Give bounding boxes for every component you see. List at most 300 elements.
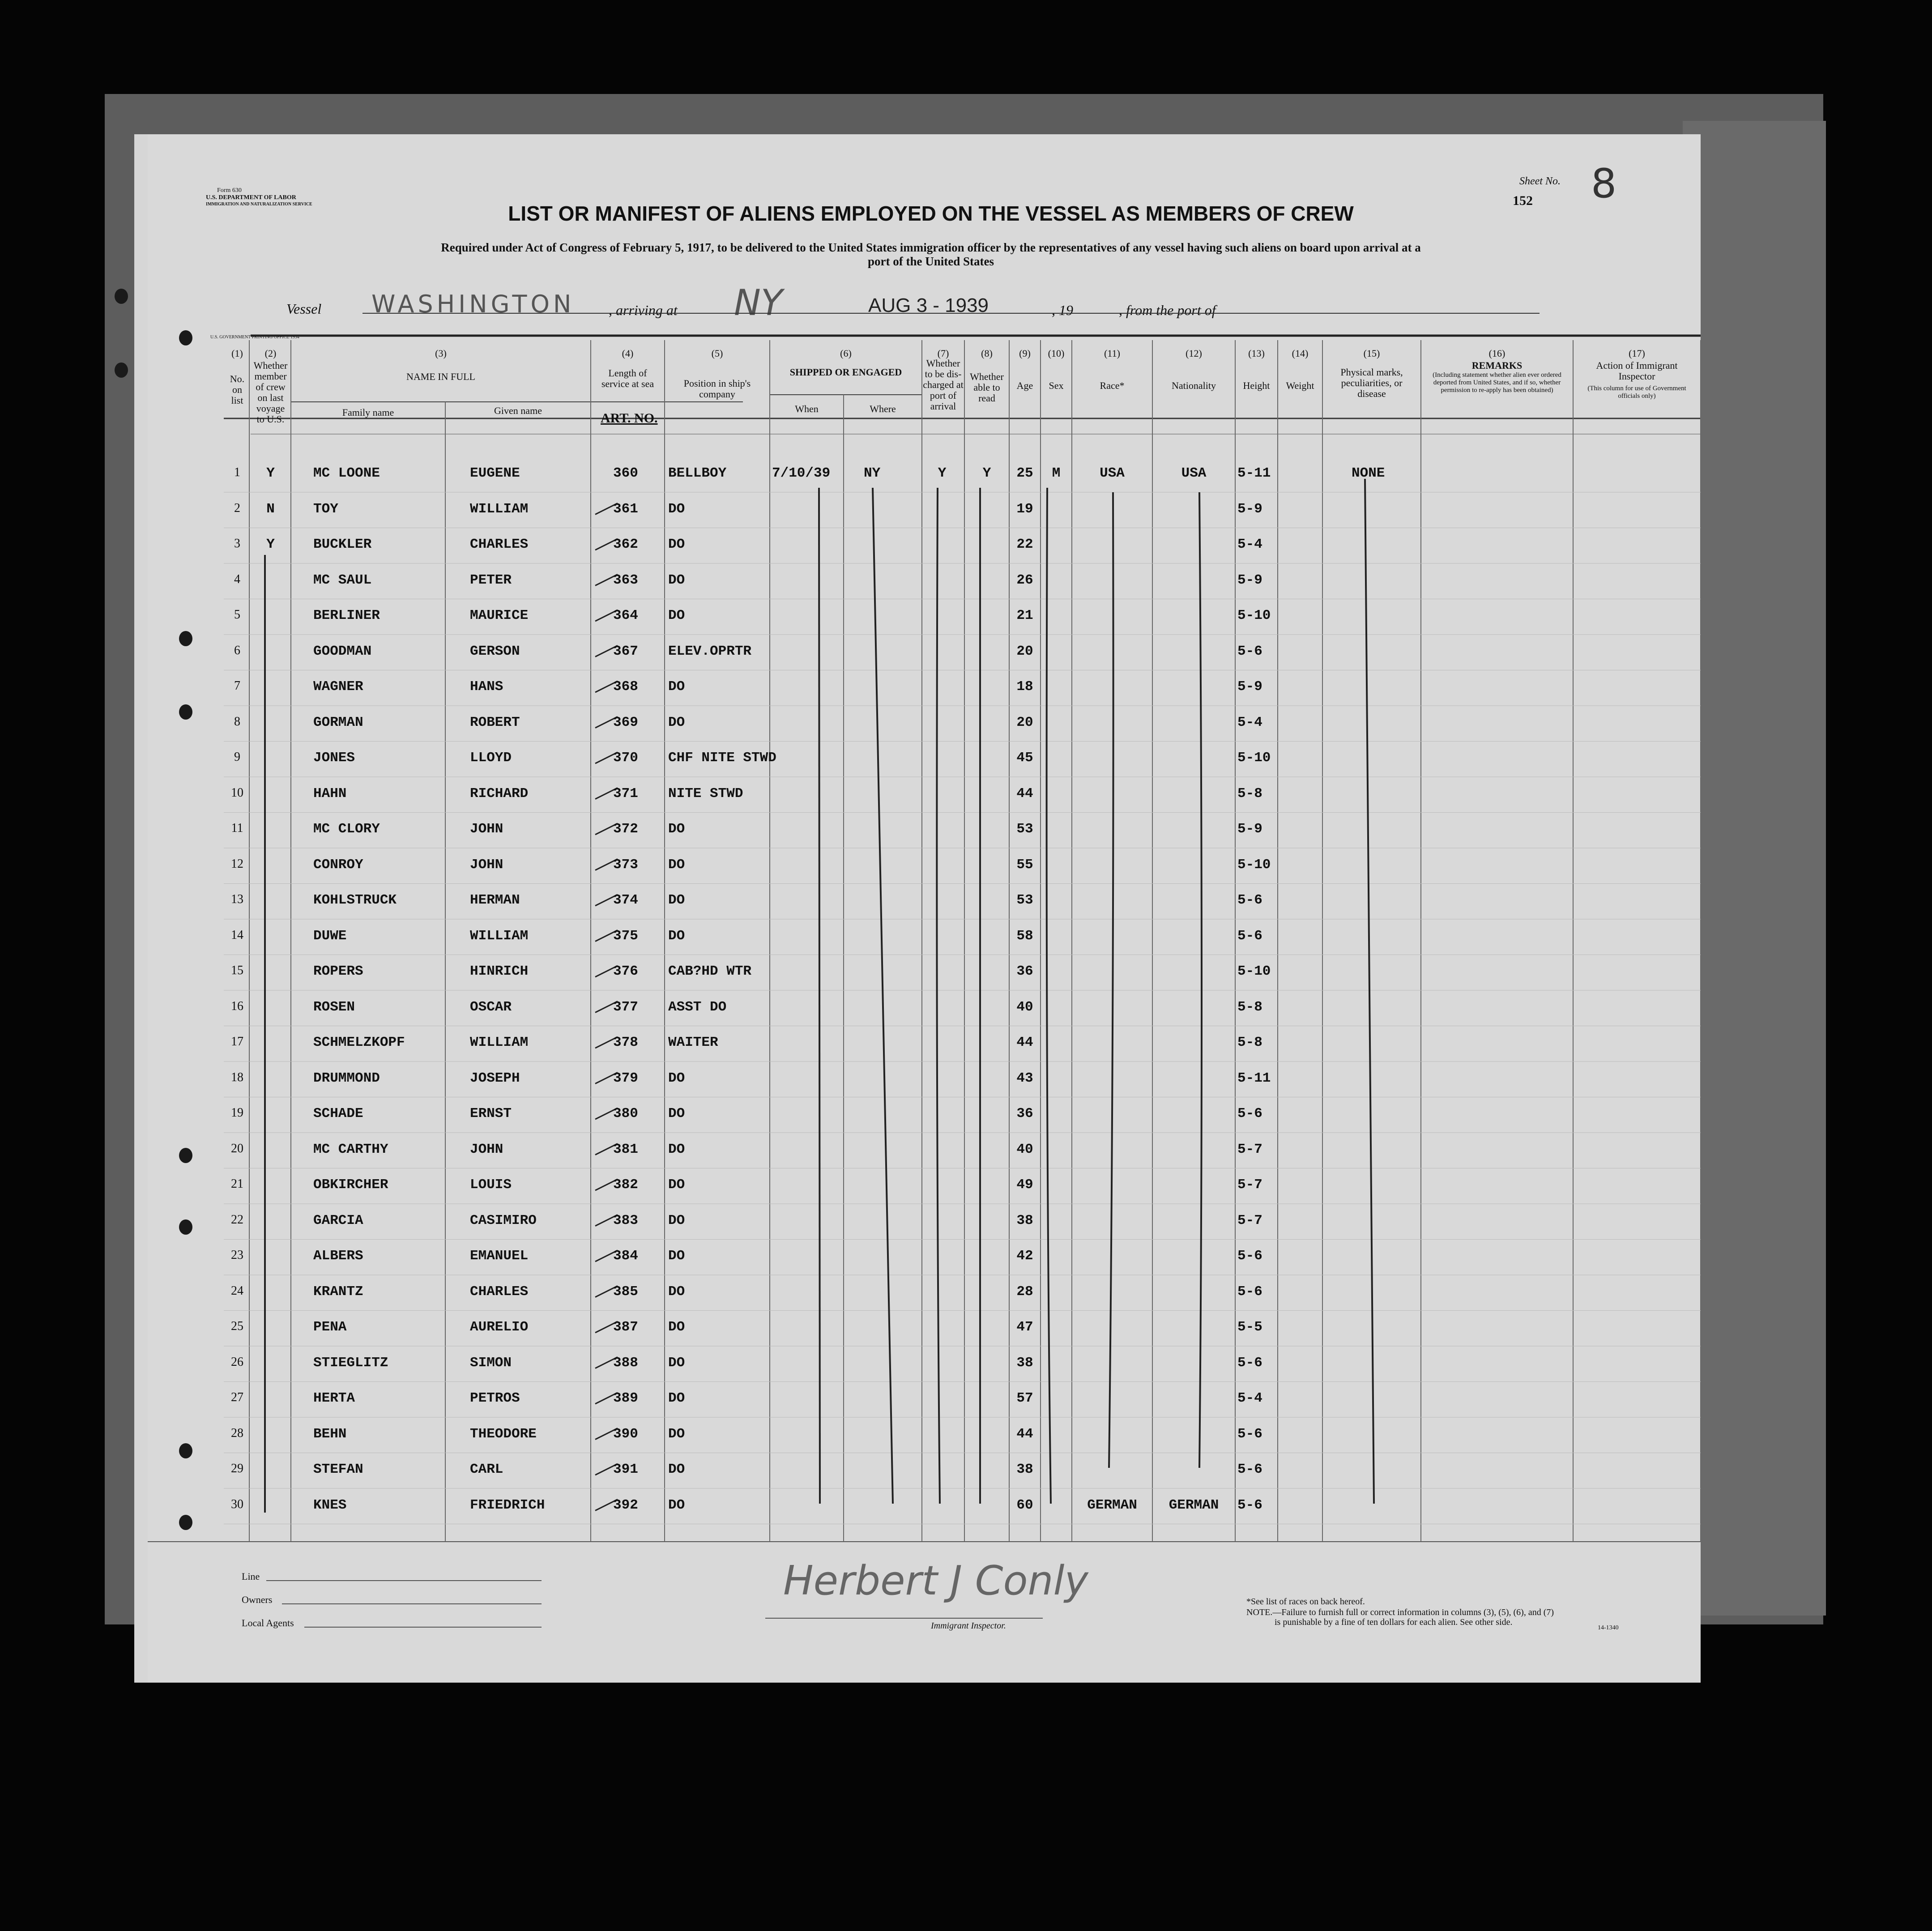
age: 45 [1016,750,1033,766]
given-name: WILLIAM [470,928,529,944]
able-to-read: Y [982,465,991,481]
row-number: 10 [231,785,243,800]
art-number: 382 [613,1177,638,1193]
position: ELEV.OPRTR [668,643,752,659]
arriving-label: , arriving at [609,302,678,318]
height: 5-6 [1237,643,1262,659]
age: 58 [1016,928,1033,944]
vessel-label: Vessel [286,301,322,317]
given-name: PETROS [470,1390,520,1406]
art-number: 390 [613,1426,638,1442]
from-label: , from the port of [1119,302,1216,318]
sex: M [1052,465,1061,481]
row-number: 2 [234,501,240,515]
position: ASST DO [668,999,727,1015]
col-num-13: (13) [1248,348,1265,359]
age: 44 [1016,1426,1033,1442]
art-number: 392 [613,1497,638,1513]
inspector-label: Immigrant Inspector. [931,1621,1006,1631]
department: U.S. DEPARTMENT OF LABOR [206,194,296,201]
col-header-nationality: Nationality [1172,380,1216,391]
position: DO [668,537,685,552]
position: DO [668,1106,685,1121]
service: IMMIGRATION AND NATURALIZATION SERVICE [206,202,312,207]
given-name: CHARLES [470,1283,529,1300]
age: 18 [1016,679,1033,695]
note-line2: is punishable by a fine of ten dollars for each alien. See other side. [1275,1617,1513,1627]
family-name: BERLINER [313,608,380,623]
height: 5-9 [1237,572,1262,588]
given-name: ROBERT [470,714,520,730]
binder-hole [115,362,128,378]
family-name: BUCKLER [313,537,372,552]
given-name: CARL [470,1462,503,1477]
arriving-port: NY [734,282,783,324]
binder-hole [179,631,192,646]
height: 5-4 [1237,1390,1262,1406]
position: DO [668,1141,685,1157]
row-number: 1 [234,465,240,479]
height: 5-9 [1237,679,1262,695]
age: 22 [1016,537,1033,552]
binder-hole [179,1443,192,1458]
given-name: RICHARD [470,785,529,801]
col-num-4: (4) [622,348,634,359]
family-name: MC CARTHY [313,1141,388,1157]
art-number: 368 [613,679,638,695]
art-number: 369 [613,714,638,730]
row-number: 13 [231,892,243,906]
col-header-where: Where [870,403,896,414]
shipped-where: NY [864,465,881,481]
col-header-position: Position in ship's company [683,378,751,400]
art-number: 373 [613,857,638,873]
height: 5-5 [1237,1319,1262,1335]
col-num-9: (9) [1019,348,1031,359]
subtitle-line2: port of the United States [868,255,994,268]
row-number: 14 [231,928,243,942]
family-name: HAHN [313,785,347,801]
family-name: ROSEN [313,999,355,1015]
given-name: GERSON [470,643,520,659]
given-name: CHARLES [470,537,529,552]
age: 38 [1016,1462,1033,1477]
position: WAITER [668,1035,718,1050]
height: 5-11 [1237,465,1271,481]
position: DO [668,1426,685,1442]
family-name: CONROY [313,857,363,873]
stamp-number: 152 [1513,193,1533,208]
given-name: PETER [470,572,512,588]
row-number: 4 [234,572,240,586]
col-header-name-in-full: NAME IN FULL [406,371,475,382]
age: 21 [1016,608,1033,623]
family-name: JONES [313,750,355,766]
art-number: 384 [613,1248,638,1264]
height: 5-6 [1237,1355,1262,1371]
height: 5-8 [1237,999,1262,1015]
binder-hole [179,1148,192,1163]
given-name: JOHN [470,821,503,837]
position: DO [668,1248,685,1264]
nationality: USA [1181,465,1207,481]
height: 5-4 [1237,714,1262,730]
position: DO [668,679,685,695]
given-name: ERNST [470,1106,512,1121]
given-name: THEODORE [470,1426,537,1442]
col-header-remarks: REMARKS [1471,360,1523,371]
height: 5-11 [1237,1070,1271,1086]
race: GERMAN [1087,1497,1137,1513]
height: 5-7 [1237,1177,1262,1193]
col-num-1: (1) [231,348,243,359]
family-name: GARCIA [313,1212,363,1228]
family-name: STEFAN [313,1462,363,1477]
col-num-16: (16) [1488,348,1506,359]
age: 43 [1016,1070,1033,1086]
height: 5-9 [1237,821,1262,837]
col-header-able-to-read: Whether able to read [970,371,1004,404]
age: 38 [1016,1355,1033,1371]
position: DO [668,1070,685,1086]
binder-hole [115,289,128,304]
given-name: LOUIS [470,1177,512,1193]
binder-hole [179,1515,192,1530]
col-num-8: (8) [981,348,993,359]
note-line1: NOTE.—Failure to furnish full or correct information in columns (3), (5), (6), and (7) [1246,1607,1554,1617]
age: 53 [1016,821,1033,837]
col-header-when: When [795,403,819,414]
position: NITE STWD [668,785,743,801]
col-header-family-name: Family name [342,407,394,418]
height: 5-8 [1237,785,1262,801]
agents-label: Local Agents [242,1617,294,1628]
backing-board-edge [1683,121,1826,1616]
age: 57 [1016,1390,1033,1406]
art-number: 383 [613,1212,638,1228]
age: 19 [1016,501,1033,517]
height: 5-6 [1237,1283,1262,1300]
col-num-17: (17) [1629,348,1645,359]
given-name: JOSEPH [470,1070,520,1086]
art-number: 367 [613,643,638,659]
row-number: 22 [231,1212,243,1227]
given-name: SIMON [470,1355,512,1371]
given-name: FRIEDRICH [470,1497,545,1513]
family-name: STIEGLITZ [313,1355,388,1371]
family-name: DUWE [313,928,347,944]
col-num-2: (2) [264,348,277,359]
given-name: HERMAN [470,892,520,908]
given-name: MAURICE [470,608,529,623]
family-name: WAGNER [313,679,363,695]
row-number: 15 [231,963,243,977]
given-name: WILLIAM [470,1035,529,1050]
art-number: 378 [613,1035,638,1050]
col-num-12: (12) [1186,348,1202,359]
given-name: HANS [470,679,503,695]
family-name: ALBERS [313,1248,363,1264]
binder-hole [179,1219,192,1235]
position: DO [668,1355,685,1371]
owners-label: Owners [242,1594,273,1605]
col-num-7: (7) [937,348,949,359]
position: DO [668,857,685,873]
age: 44 [1016,785,1033,801]
printing-office: U.S. GOVERNMENT PRINTING OFFICE 1934 [210,335,299,340]
physical-marks: NONE [1352,465,1385,481]
row-number: 28 [231,1426,243,1440]
given-name: LLOYD [470,750,512,766]
col-header-crew-last-voyage: Whether member of crew on last voyage to U.S. [253,360,288,425]
col-header-remarks-note: (Including statement whether alien ever ordered deported from United States, and if so, whether permission to re-apply has been obtained) [1433,371,1561,394]
row-number: 25 [231,1319,243,1333]
height: 5-10 [1237,750,1271,766]
races-note: *See list of races on back hereof. [1246,1597,1365,1607]
col-header-shipped-engaged: SHIPPED OR ENGAGED [789,367,902,378]
position: DO [668,1177,685,1193]
row-number: 9 [234,750,240,764]
art-number: 388 [613,1355,638,1371]
row-number: 3 [234,537,240,550]
col-num-5: (5) [711,348,723,359]
family-name: BEHN [313,1426,347,1442]
height: 5-6 [1237,892,1262,908]
age: 40 [1016,1141,1033,1157]
height: 5-7 [1237,1212,1262,1228]
footer-form-code: 14-1340 [1598,1624,1619,1631]
crew-last-voyage: Y [266,465,275,481]
to-be-discharged: Y [938,465,947,481]
position: DO [668,1497,685,1513]
position: DO [668,714,685,730]
height: 5-6 [1237,1248,1262,1264]
family-name: HERTA [313,1390,355,1406]
given-name: EMANUEL [470,1248,529,1264]
age: 47 [1016,1319,1033,1335]
col-num-6: (6) [840,348,852,359]
art-number: 372 [613,821,638,837]
given-name: AURELIO [470,1319,529,1335]
col-header-no-on-list: No. on list [230,373,245,406]
art-number: 377 [613,999,638,1015]
col-num-10: (10) [1048,348,1065,359]
art-number: 375 [613,928,638,944]
nationality: GERMAN [1169,1497,1219,1513]
art-number: 381 [613,1141,638,1157]
position: BELLBOY [668,465,727,481]
position: DO [668,1390,685,1406]
form-number: Form 630 [217,187,242,194]
given-name: HINRICH [470,963,529,979]
family-name: ROPERS [313,963,363,979]
height: 5-10 [1237,963,1271,979]
art-number: 379 [613,1070,638,1086]
family-name: DRUMMOND [313,1070,380,1086]
family-name: TOY [313,501,338,517]
age: 20 [1016,643,1033,659]
age: 42 [1016,1248,1033,1264]
row-number: 19 [231,1106,243,1120]
age: 44 [1016,1035,1033,1050]
family-name: KRANTZ [313,1283,363,1300]
art-number: 376 [613,963,638,979]
year-label: , 19 [1052,302,1073,318]
given-name: JOHN [470,857,503,873]
shipped-when: 7/10/39 [772,465,831,481]
family-name: PENA [313,1319,347,1335]
col-header-inspector-action: Action of Immigrant Inspector [1596,360,1678,382]
age: 38 [1016,1212,1033,1228]
height: 5-4 [1237,537,1262,552]
position: DO [668,821,685,837]
sheet-number: 8 [1591,160,1617,207]
position: DO [668,928,685,944]
position: DO [668,1319,685,1335]
col-header-height: Height [1243,380,1270,391]
art-number: 363 [613,572,638,588]
art-number: 361 [613,501,638,517]
col-num-11: (11) [1104,348,1120,359]
height: 5-9 [1237,501,1262,517]
art-number: 371 [613,785,638,801]
row-number: 20 [231,1141,243,1155]
art-number: 387 [613,1319,638,1335]
inspector-signature: Herbert J Conly [783,1557,1088,1604]
art-number: 380 [613,1106,638,1121]
age: 28 [1016,1283,1033,1300]
family-name: KNES [313,1497,347,1513]
height: 5-8 [1237,1035,1262,1050]
family-name: GORMAN [313,714,363,730]
row-number: 27 [231,1390,243,1404]
age: 25 [1016,465,1033,481]
position: DO [668,608,685,623]
position: DO [668,892,685,908]
col-header-weight: Weight [1286,380,1314,391]
binder-hole [179,704,192,720]
age: 60 [1016,1497,1033,1513]
position: DO [668,1212,685,1228]
col-header-given-name: Given name [494,405,542,416]
art-number: 360 [613,465,638,481]
art-number: 385 [613,1283,638,1300]
family-name: MC SAUL [313,572,372,588]
given-name: EUGENE [470,465,520,481]
col-header-age: Age [1016,380,1033,391]
row-number: 24 [231,1283,243,1298]
age: 40 [1016,999,1033,1015]
vessel-name: WASHINGTON [371,290,575,318]
col-header-sex: Sex [1049,380,1064,391]
family-name: GOODMAN [313,643,372,659]
row-number: 26 [231,1355,243,1369]
col-header-discharged: Whether to be dis-charged at port of arrival [923,358,964,412]
subtitle-line1: Required under Act of Congress of February 5, 1917, to be delivered to the United States immigration officer by the representatives of any vessel having such aliens on board upon arrival at a [441,241,1421,254]
race: USA [1100,465,1125,481]
row-number: 21 [231,1177,243,1191]
given-name: WILLIAM [470,501,529,517]
age: 20 [1016,714,1033,730]
row-number: 8 [234,714,240,729]
sheet-label: Sheet No. [1519,175,1561,187]
age: 53 [1016,892,1033,908]
page-title: LIST OR MANIFEST OF ALIENS EMPLOYED ON THE VESSEL AS MEMBERS OF CREW [508,202,1354,225]
col-header-physical-marks: Physical marks, peculiarities, or disease [1340,367,1403,399]
family-name: SCHMELZKOPF [313,1035,405,1050]
date-stamp: AUG 3 - 1939 [868,294,989,316]
position: CAB?HD WTR [668,963,752,979]
art-number: 389 [613,1390,638,1406]
col-header-inspector-note: (This column for use of Government officials only) [1587,385,1686,400]
binder-hole [179,330,192,345]
row-number: 11 [231,821,243,835]
line-label: Line [242,1571,260,1582]
col-num-14: (14) [1292,348,1309,359]
age: 55 [1016,857,1033,873]
row-number: 12 [231,857,243,871]
art-number: 362 [613,537,638,552]
row-number: 16 [231,999,243,1013]
crew-last-voyage: N [266,501,275,517]
height: 5-10 [1237,857,1271,873]
family-name: SCHADE [313,1106,363,1121]
art-number: 370 [613,750,638,766]
art-number: 391 [613,1462,638,1477]
row-number: 18 [231,1070,243,1084]
col-header-race: Race* [1100,380,1125,391]
height: 5-6 [1237,928,1262,944]
col-header-length-of-service: Length of service at sea [601,367,654,389]
row-number: 29 [231,1462,243,1475]
art-number: 374 [613,892,638,908]
row-number: 30 [231,1497,243,1511]
col-num-15: (15) [1363,348,1380,359]
height: 5-10 [1237,608,1271,623]
height: 5-7 [1237,1141,1262,1157]
position: DO [668,1283,685,1300]
row-number: 7 [234,679,240,693]
age: 49 [1016,1177,1033,1193]
given-name: CASIMIRO [470,1212,537,1228]
age: 36 [1016,1106,1033,1121]
art-number: 364 [613,608,638,623]
row-number: 5 [234,608,240,622]
height: 5-6 [1237,1497,1262,1513]
family-name: OBKIRCHER [313,1177,388,1193]
given-name: OSCAR [470,999,512,1015]
position: DO [668,572,685,588]
row-number: 17 [231,1035,243,1049]
row-number: 23 [231,1248,243,1262]
family-name: MC LOONE [313,465,380,481]
height: 5-6 [1237,1426,1262,1442]
art-no-label: ART. NO. [601,411,658,426]
manifest-page [148,134,1701,1683]
crew-last-voyage: Y [266,537,275,552]
given-name: JOHN [470,1141,503,1157]
family-name: MC CLORY [313,821,380,837]
height: 5-6 [1237,1106,1262,1121]
height: 5-6 [1237,1462,1262,1477]
age: 36 [1016,963,1033,979]
position: DO [668,501,685,517]
col-num-3: (3) [435,348,447,359]
family-name: KOHLSTRUCK [313,892,397,908]
position: CHF NITE STWD [668,750,776,766]
row-number: 6 [234,643,240,657]
position: DO [668,1462,685,1477]
